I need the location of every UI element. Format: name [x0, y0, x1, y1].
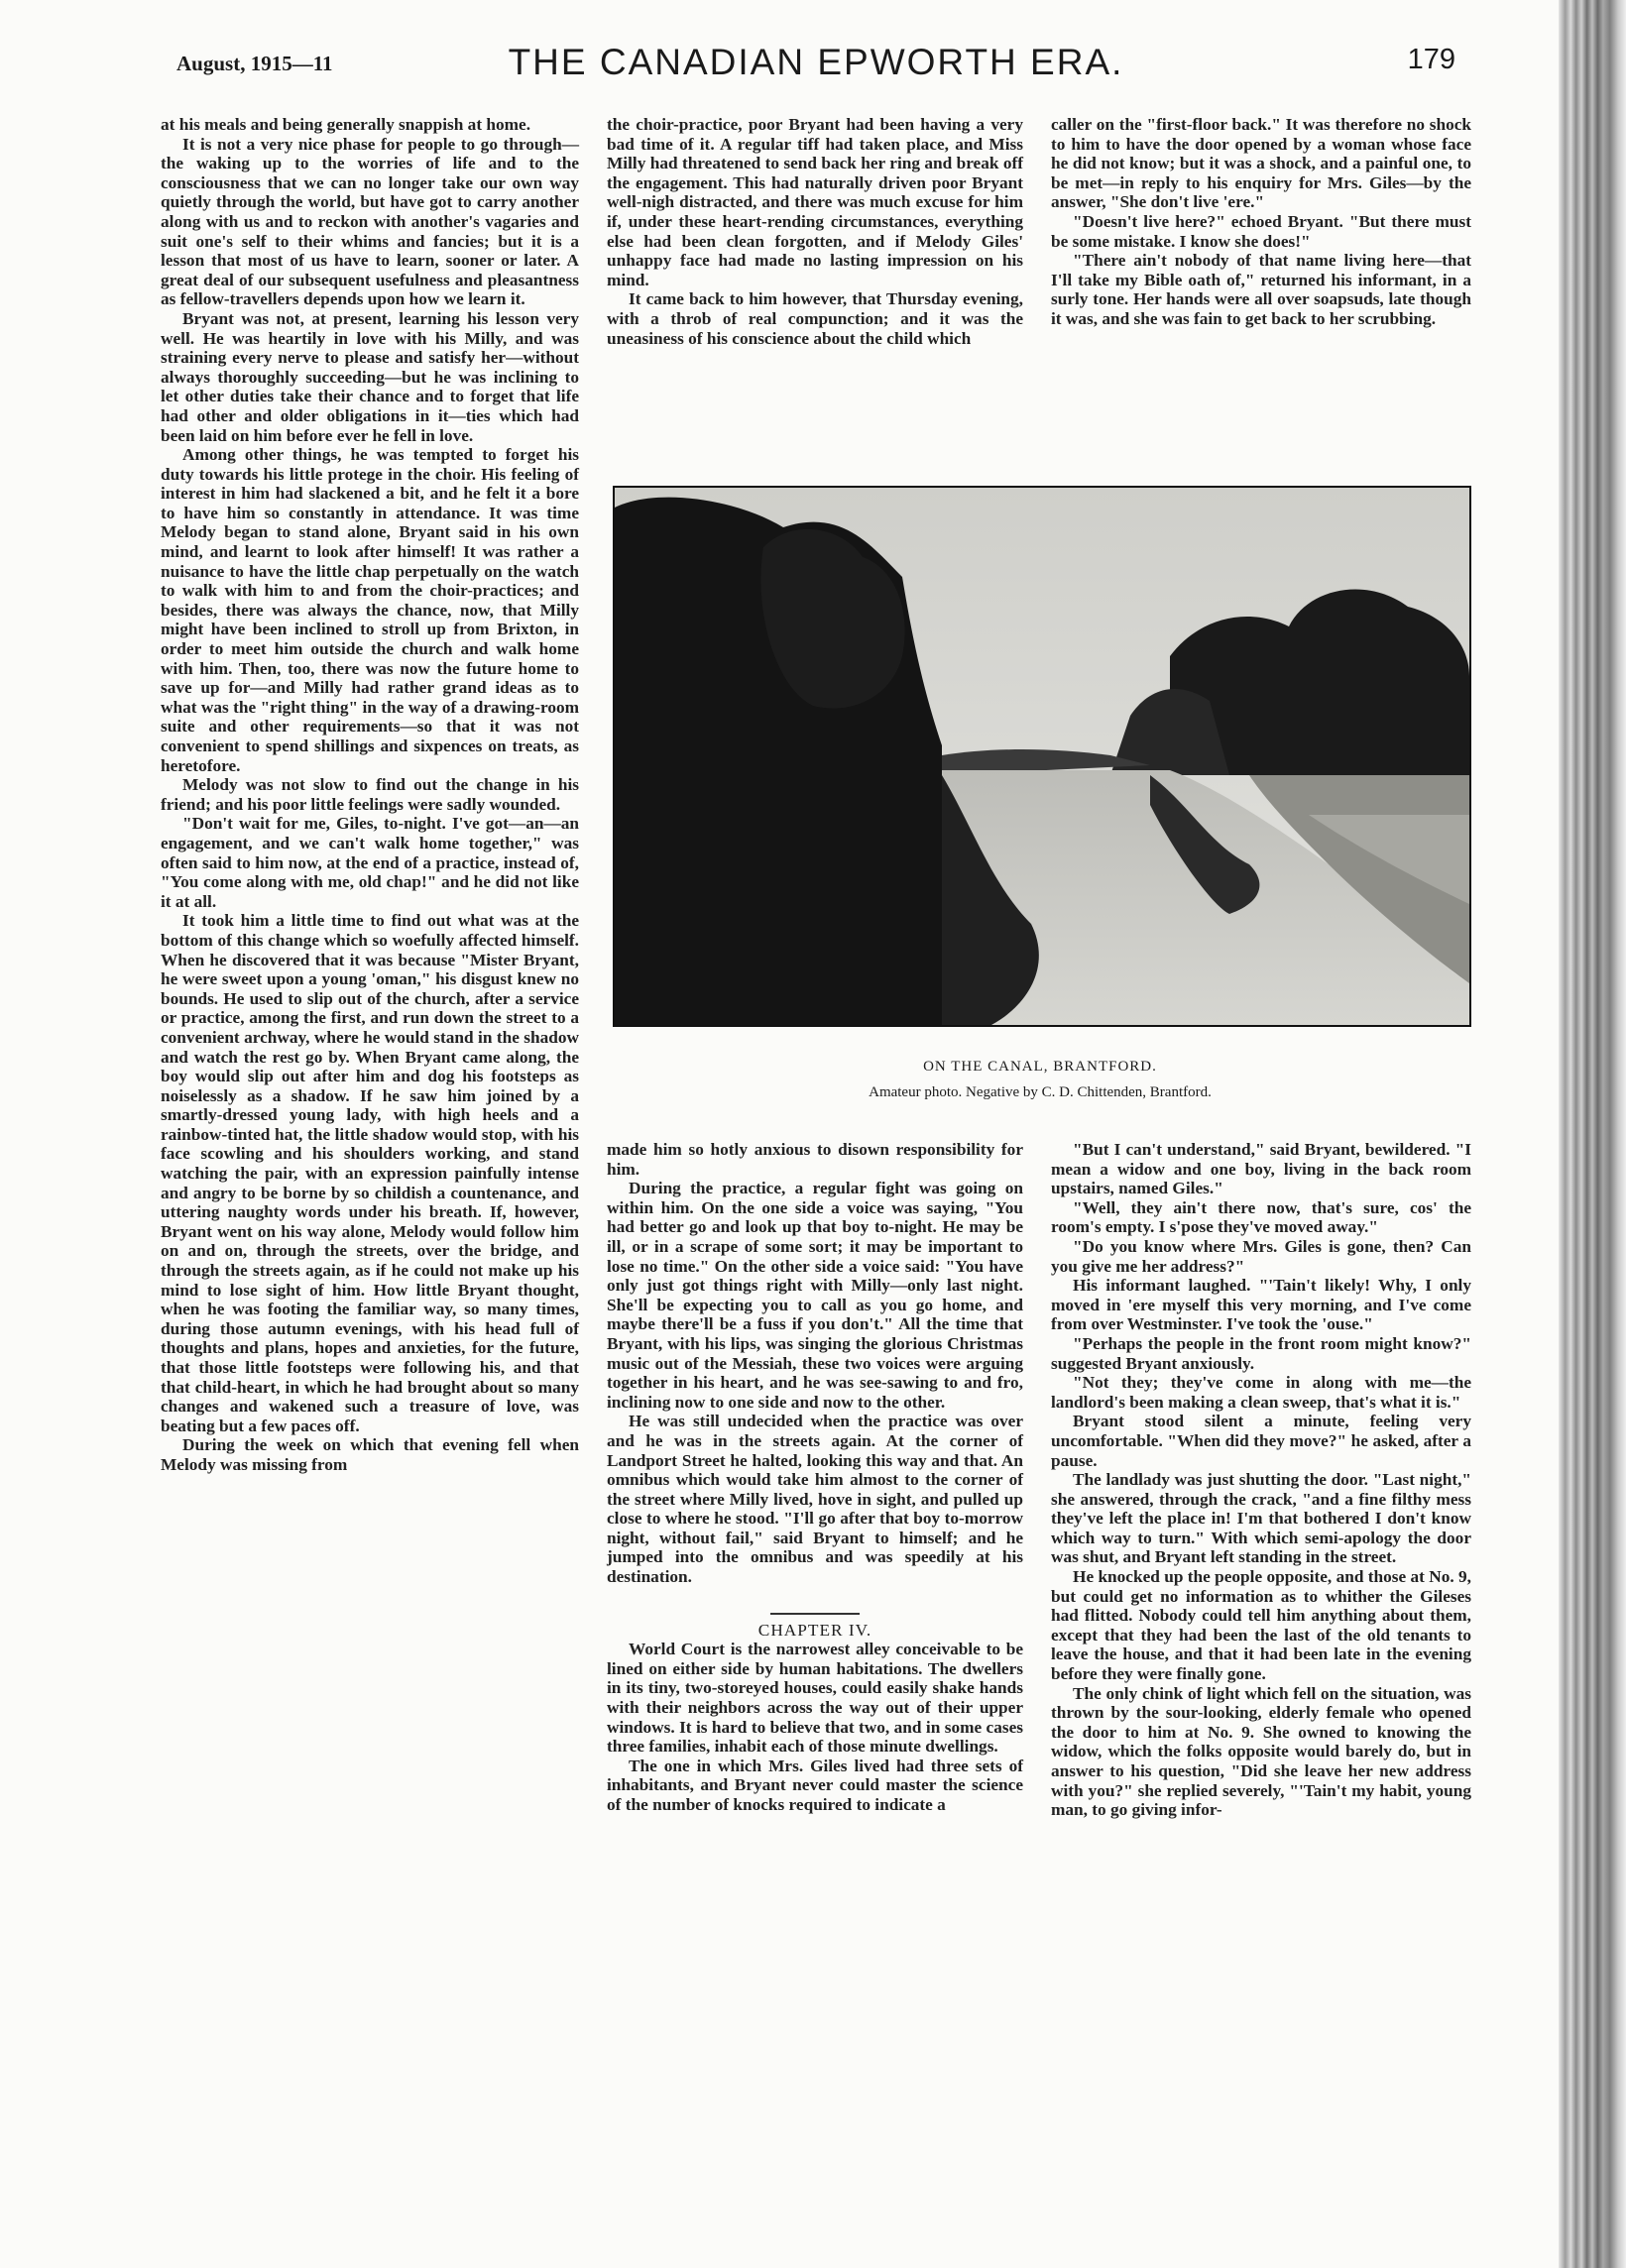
- photo-caption: ON THE CANAL, BRANTFORD.: [923, 1059, 1157, 1075]
- paragraph: Among other things, he was tempted to forget his duty towards his little protege in the choir. His feeling of interest in him had slackened a bit, and he felt it a bore to have him so constantly in attendance. It was time Melody began to stand alone, Bryant said in his own mind, and learnt to look after himself! It was rather a nuisance to have the little chap perpetually on the watch to walk with him to and from the choir-practices; and besides, there was always the chance, now, that Milly might have been inclined to stroll up from Brixton, in order to meet him outside the church and walk home with him. Then, too, there was now the future home to save up for—and Milly had rather grand ideas as to what was the "right thing" in the way of a drawing-room suite and other requirements—so that it was not convenient to spend shillings and sixpences on treats, as heretofore.: [161, 445, 579, 775]
- paragraph: During the practice, a regular fight was going on within him. On the one side a voice was saying, "You had better go and look up that boy to-night. He may be ill, or in a scrape of some sort; it may be important to lose no time." On the other side a voice said: "You have only just got things right with Milly—only last night. She'll be expecting you to call as you go home, and maybe there'll be a fuss if you don't." All the time that Bryant, with his lips, was singing the glorious Christmas music out of the Messiah, these two voices were arguing together in his heart, and he was see-sawing to and fro, inclining now to one side and now to the other.: [607, 1179, 1023, 1412]
- paragraph: World Court is the narrowest alley conceivable to be lined on either side by human habitations. The dwellers in its tiny, two-storeyed houses, could easily shake hands with their neighbors across the way out of their upper windows. It is hard to believe that two, and in some cases three families, inhabit each of those minute dwellings.: [607, 1640, 1023, 1757]
- paragraph: The one in which Mrs. Giles lived had three sets of inhabitants, and Bryant never could master the science of the number of knocks required to indicate a: [607, 1756, 1023, 1814]
- paragraph: Bryant stood silent a minute, feeling very uncomfortable. "When did they move?" he asked, after a pause.: [1051, 1412, 1471, 1470]
- column-right-bottom: [1051, 1140, 1471, 1820]
- paragraph: Melody was not slow to find out the change in his friend; and his poor little feelings were sadly wounded.: [161, 775, 579, 814]
- chapter-heading: CHAPTER IV.: [757, 1620, 872, 1640]
- page-header: [176, 42, 1455, 85]
- paragraph: "Don't wait for me, Giles, to-night. I've got—an—an engagement, and we can't walk home together," was often said to him now, at the end of a practice, instead of, "You come along with me, old chap!" and he did not like it at all.: [161, 814, 579, 911]
- paragraph: It came back to him however, that Thursday evening, with a throb of real compunction; and it was the uneasiness of his conscience about the child which: [607, 289, 1023, 348]
- paragraph: "But I can't understand," said Bryant, bewildered. "I mean a widow and one boy, living in the back room upstairs, named Giles.": [1051, 1140, 1471, 1198]
- column-left: [161, 115, 579, 1475]
- paragraph: "Do you know where Mrs. Giles is gone, then? Can you give me her address?": [1051, 1236, 1471, 1276]
- column-right-top: [1051, 115, 1471, 329]
- paragraph: "Not they; they've come in along with me—the landlord's been making a clean sweep, that's what it is.": [1051, 1373, 1471, 1412]
- paragraph: It took him a little time to find out what was at the bottom of this change which so woefully affected himself. When he discovered that it was because "Mister Bryant, he were sweet upon a young 'oman," his disgust knew no bounds. He used to slip out of the church, after a service or practice, among the first, and run down the street to a convenient archway, where he would stand in the shadow and watch the rest go by. When Bryant came along, the boy would slip out after him and dog his footsteps as noiselessly as a shadow. If he saw him joined by a smartly-dressed young lady, with high heels and a rainbow-tinted hat, the little shadow would stop, with his face scowling and his shoulders working, and stand watching the pair, with an expression painfully intense and angry to be borne by so childish a countenance, and uttering naughty words under his breath. If, however, Bryant went on his way alone, Melody would follow him on and on, through the streets, over the bridge, and through the streets again, as if he could not make up his mind to lose sight of him. How little Bryant thought, when he was footing the familiar way, so many times, during those autumn evenings, with his head full of thoughts and plans, hopes and anxieties, for the future, that those little footsteps were following his, and that that child-heart, in which he had brought about so many changes and wakened such a treasure of love, was beating but a few paces off.: [161, 911, 579, 1435]
- paragraph: "Well, they ain't there now, that's sure, cos' the room's empty. I s'pose they've moved away.": [1051, 1197, 1471, 1237]
- magazine-title: THE CANADIAN EPWORTH ERA.: [508, 42, 1124, 82]
- book-binding-edge: [1559, 0, 1626, 2268]
- paragraph: "There ain't nobody of that name living here—that I'll take my Bible oath of," returned his informant, in a surly tone. Her hands were all over soapsuds, late though it was, and she was fain to get back to her scrubbing.: [1051, 251, 1471, 328]
- paragraph: It is not a very nice phase for people to go through—the waking up to the worries of life and to the consciousness that we can no longer take our own way quietly through the world, but have got to carry another along with us and to reckon with another's vagaries and suit one's self to their whims and fancies; but it is a lesson that most of us have to learn, sooner or later. A great deal of our subsequent usefulness and pleasantness as fellow-travellers depends upon how we learn it.: [161, 134, 579, 309]
- paragraph: "Doesn't live here?" echoed Bryant. "But there must be some mistake. I know she does!": [1051, 211, 1471, 251]
- column-middle-bottom: [607, 1140, 1023, 1815]
- paragraph: During the week on which that evening fell when Melody was missing from: [161, 1435, 579, 1474]
- paragraph: made him so hotly anxious to disown responsibility for him.: [607, 1140, 1023, 1179]
- issue-date: August, 1915—11: [176, 52, 333, 75]
- paragraph: the choir-practice, poor Bryant had been having a very bad time of it. A regular tiff had taken place, and Miss Milly had threatened to send back her ring and break off the engagement. This had naturally driven poor Bryant well-nigh distracted, and there was much excuse for him if, under these heart-rending circumstances, everything else had been clean forgotten, and if Melody Giles' unhappy face had made no lasting impression on his mind.: [607, 115, 1023, 289]
- paragraph: at his meals and being generally snappish at home.: [161, 115, 531, 134]
- section-divider: [770, 1613, 860, 1615]
- paragraph: His informant laughed. "'Tain't likely! Why, I only moved in 'ere myself this very morning, and I've come from over Westminster. I've took the 'ouse.": [1051, 1276, 1471, 1334]
- column-middle-top: [607, 115, 1023, 348]
- paragraph: "Perhaps the people in the front room might know?" suggested Bryant anxiously.: [1051, 1333, 1471, 1373]
- paragraph: The only chink of light which fell on the situation, was thrown by the sour-looking, elderly female who opened the door to him at No. 9. She owned to knowing the widow, which the folks opposite would barely do, but in answer to his question, "Did she leave her new address with you?" she replied severely, "'Tain't my habit, young man, to go giving infor-: [1051, 1683, 1471, 1820]
- paragraph: The landlady was just shutting the door. "Last night," she answered, through the crack, "and a fine filthy mess they've left the place in! I'm that bothered I don't know which way to turn." With which semi-apology the door was shut, and Bryant left standing in the street.: [1051, 1470, 1471, 1567]
- paragraph: Bryant was not, at present, learning his lesson very well. He was heartily in love with his Milly, and was straining every nerve to please and satisfy her—without always thoroughly succeeding—but he was inclining to let other duties take their chance and to forget that life had other and older obligations in it—ties which had been laid on him before ever he fell in love.: [161, 308, 579, 445]
- canal-scene-image: [615, 488, 1469, 1025]
- paragraph: He knocked up the people opposite, and those at No. 9, but could get no information as to whither the Gileses had flitted. Nobody could tell him anything about them, except that they had been the last of the old tenants to leave the house, and that it had been late in the evening before they were finally gone.: [1051, 1567, 1471, 1684]
- photo-credit: Amateur photo. Negative by C. D. Chittenden, Brantford.: [869, 1084, 1212, 1100]
- paragraph: He was still undecided when the practice was over and he was in the streets again. At the corner of Landport Street he halted, looking this way and that. An omnibus which would take him almost to the corner of the street where Milly lived, hove in sight, and pulled up close to where he stood. "I'll go after that boy to-morrow night, without fail," said Bryant to himself; and he jumped into the omnibus and was speedily at his destination.: [607, 1412, 1023, 1587]
- paragraph: caller on the "first-floor back." It was therefore no shock to him to have the door opened by a woman whose face he did not know; but it was a shock, and a painful one, to be met—in reply to his enquiry for Mrs. Giles—by the answer, "She don't live 'ere.": [1051, 115, 1471, 212]
- canal-photograph: [613, 486, 1471, 1027]
- page-number: 179: [1407, 44, 1455, 75]
